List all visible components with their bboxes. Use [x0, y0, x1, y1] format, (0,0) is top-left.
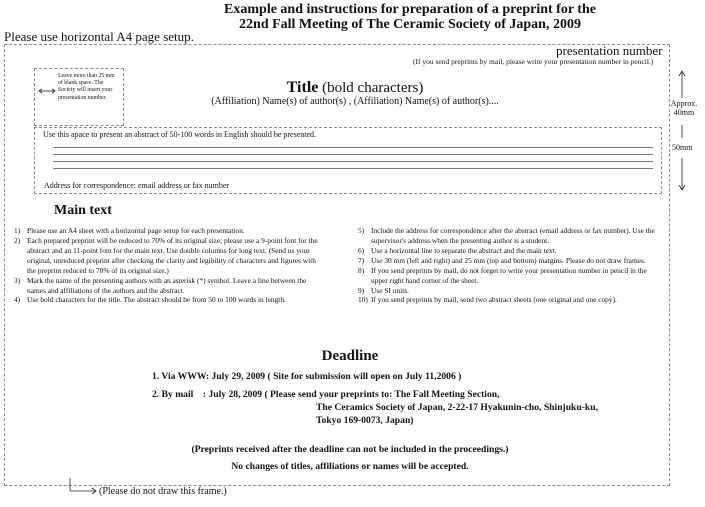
sample-title-suffix: (bold characters) [318, 80, 424, 96]
instructions-left-column [14, 226, 320, 305]
instruction-item [358, 295, 664, 305]
dimension-arrows-icon [670, 70, 694, 192]
instruction-text: Use SI units. [371, 285, 409, 295]
deadline-mail-line-2: The Ceramics Society of Japan, 2-22-17 Hyakunin-cho, Shinjuku-ku, [316, 402, 598, 413]
instruction-text: Use bold characters for the title. The abstract should be from 50 to 100 words in length. [27, 295, 286, 305]
frame-note: (Please do not draw this frame.) [99, 486, 227, 497]
deadline-www: 1. Via WWW: July 29, 2009 ( Site for submission will open on July 11,2006 ) [152, 371, 462, 382]
instruction-number: 6) [358, 245, 365, 255]
abstract-line [53, 168, 653, 169]
instruction-item [358, 286, 664, 296]
approx-label: Approx. [670, 99, 698, 108]
instruction-number: 7) [358, 255, 365, 265]
instruction-text: Each prepared preprint will be reduced to 70% of its original size; please use a 9-point font for the abstract and an 11-point font for the main text. Use double columns for long text. (Send us your original, unreduced preprint after checking the clarity and legibility of characters and figures with the preprint reduced to 70% of its original size.) [27, 235, 318, 275]
deadline-mail-line-1: 2. By mail : July 28, 2009 ( Please send your preprints to: The Fall Meeting Section, [152, 389, 500, 400]
instruction-number: 4) [14, 295, 21, 305]
instruction-text: Use a horizontal line to separate the abstract and the main text. [371, 245, 557, 255]
instruction-number: 9) [358, 285, 365, 295]
main-text-heading: Main text [54, 203, 112, 218]
presentation-number-note: (If you send preprints by mail, please write your presentation number in pencil.) [413, 57, 654, 66]
instruction-text: Please use an A4 sheet with a horizontal page setup for each presentation. [27, 226, 245, 235]
instruction-text: Use 30 mm (left and right) and 25 mm (top and bottom) margins. Please do not draw frames. [371, 255, 646, 265]
no-changes-note: No changes of titles, affiliations or names will be accepted. [231, 461, 469, 472]
presentation-number-label: presentation number [556, 43, 663, 58]
page-setup-note: Please use horizontal A4 page setup. [4, 29, 194, 44]
abstract-line [53, 161, 653, 162]
instruction-item [358, 266, 664, 286]
instruction-text: If you send preprints by mail, do not forget to write your presentation number in pencil in the upper right hand corner of the sheet. [371, 265, 647, 285]
dimension-50mm: 50mm [672, 143, 693, 152]
instruction-item [358, 256, 664, 266]
dimension-label-top [664, 100, 704, 118]
instructions-right-column [358, 226, 664, 305]
instruction-item [14, 236, 320, 276]
instruction-text: Include the address for correspondence after the abstract (email address or fax number). Use the supervisor's address when the presenting author is a student. [371, 226, 655, 245]
sample-affiliation: (Affiliation) Name(s) of author(s) , (Affiliation) Name(s) of author(s).... [211, 96, 499, 107]
sample-title-text: Title [286, 79, 319, 96]
instruction-number: 1) [14, 226, 21, 235]
instruction-text: If you send preprints by mail, send two abstract sheets (one original and one copy). [371, 295, 617, 305]
document-title-line-2: 22nd Fall Meeting of The Ceramic Society of Japan, 2009 [239, 17, 581, 32]
document-title-line-1: Example and instructions for preparation of a preprint for the [224, 2, 596, 17]
abstract-line [53, 147, 653, 148]
abstract-line [53, 154, 653, 155]
instruction-text: Mark the name of the presenting authors with an asterisk (*) symbol. Leave a line between the names and affiliations of the authors and the abstract. [27, 275, 307, 295]
dimension-40mm: 40mm [673, 107, 695, 117]
deadline-heading: Deadline [321, 348, 379, 364]
sample-title [190, 79, 520, 97]
instruction-item [14, 226, 320, 236]
blank-space-note: Leave more than 25 mm of blank space. The Society will insert your presentation number. [58, 73, 115, 101]
instruction-item [358, 226, 664, 246]
pointer-arrow-icon [66, 478, 100, 496]
instruction-item [358, 246, 664, 256]
instruction-item [14, 295, 320, 305]
instruction-number: 2) [14, 235, 21, 245]
instruction-number: 5) [358, 226, 365, 235]
instruction-number: 10) [358, 295, 368, 305]
instruction-number: 3) [14, 275, 21, 285]
late-preprint-note: (Preprints received after the deadline can not be included in the proceedings.) [191, 444, 509, 455]
address-note: Address for correspondence: email address or fax number [44, 181, 230, 190]
abstract-note: Use this apace to present an abstract of 50-100 words in English should be presented. [43, 130, 317, 139]
instruction-item [14, 276, 320, 296]
instruction-number: 8) [358, 265, 365, 275]
double-arrow-icon [38, 88, 56, 94]
deadline-mail-line-3: Tokyo 169-0073, Japan) [316, 415, 414, 426]
